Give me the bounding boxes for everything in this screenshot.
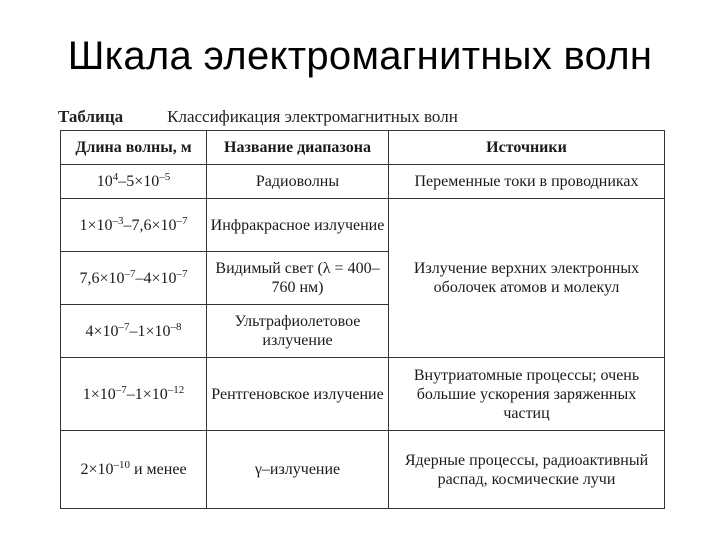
source-cell-merged: Излучение верхних электронных оболочек атомов и молекул xyxy=(389,199,665,358)
table-header-row xyxy=(61,131,665,165)
table-row xyxy=(61,431,665,509)
header-sources: Источники xyxy=(389,131,665,165)
source-cell: Ядерные процессы, радиоактивный распад, космические лучи xyxy=(389,431,665,509)
range-name-cell: Ультрафиолетовое излучение xyxy=(207,305,389,358)
header-wavelength: Длина волны, м xyxy=(61,131,207,165)
range-name-cell: Радиоволны xyxy=(207,165,389,199)
source-cell: Переменные токи в проводниках xyxy=(389,165,665,199)
table-row xyxy=(61,358,665,431)
table-row xyxy=(61,165,665,199)
range-name-cell: Видимый свет (λ = 400–760 нм) xyxy=(207,252,389,305)
wavelength-cell: $1\times 10^{-3}-7,6\times 10^{-7}$ xyxy=(61,199,207,252)
caption-text: Классификация электромагнитных волн xyxy=(167,107,458,126)
range-name-cell: Рентгеновское излучение xyxy=(207,358,389,431)
em-waves-table xyxy=(60,130,665,509)
wavelength-cell: $7,6\times 10^{-7}-4\times 10^{-7}$ xyxy=(61,252,207,305)
wavelength-cell: $2\times 10^{-10}$ и менее xyxy=(61,431,207,509)
caption-label: Таблица xyxy=(58,107,124,126)
wavelength-cell: $1\times 10^{-7}-1\times 10^{-12}$ xyxy=(61,358,207,431)
wavelength-cell: $4\times 10^{-7}-1\times 10^{-8}$ xyxy=(61,305,207,358)
source-cell: Внутриатомные процессы; очень большие ускорения заряженных частиц xyxy=(389,358,665,431)
range-name-cell: γ–излучение xyxy=(207,431,389,509)
slide-title: Шкала электромагнитных волн xyxy=(67,34,653,78)
table-row xyxy=(61,199,665,252)
table-caption xyxy=(58,107,458,127)
header-range-name: Название диапазона xyxy=(207,131,389,165)
wavelength-cell: $10^4-5\times 10^{-5}$ xyxy=(61,165,207,199)
range-name-cell: Инфракрасное излучение xyxy=(207,199,389,252)
